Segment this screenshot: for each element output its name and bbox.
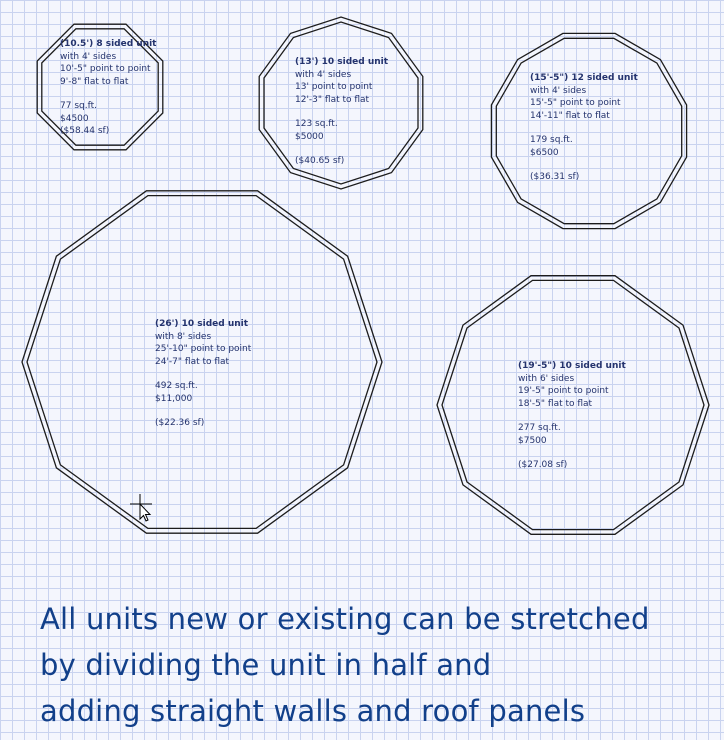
unit-title: (10.5') 8 sided unit (60, 39, 157, 49)
unit-title: (15'-5") 12 sided unit (530, 73, 638, 83)
unit-side-length: with 4' sides (530, 85, 587, 96)
unit-price-per-sf: ($36.31 sf) (530, 172, 580, 182)
unit-price: $11,000 (155, 393, 193, 404)
unit-side-length: with 8' sides (155, 331, 212, 342)
unit-label-15-5 (530, 72, 638, 184)
unit-price-per-sf: ($27.08 sf) (518, 460, 568, 470)
unit-price: $7500 (518, 435, 547, 446)
unit-label-26 (155, 318, 251, 430)
unit-price-per-sf: ($58.44 sf) (60, 126, 110, 136)
unit-side-length: with 4' sides (60, 51, 117, 62)
caption-line-1: All units new or existing can be stretched (40, 602, 650, 636)
unit-area: 492 sq.ft. (155, 381, 198, 391)
unit-flat-to-flat: 18'-5" flat to flat (518, 398, 593, 409)
unit-side-length: with 4' sides (295, 69, 352, 80)
unit-flat-to-flat: 14'-11" flat to flat (530, 110, 610, 121)
crosshair-cursor-icon (128, 494, 158, 524)
unit-area: 123 sq.ft. (295, 119, 338, 129)
unit-title: (13') 10 sided unit (295, 57, 389, 67)
unit-side-length: with 6' sides (518, 373, 575, 384)
unit-label-10-5 (60, 38, 156, 138)
unit-price-per-sf: ($22.36 sf) (155, 418, 205, 428)
caption-line-2: by dividing the unit in half and (40, 648, 492, 682)
unit-point-to-point: 10'-5" point to point (60, 64, 151, 74)
unit-price: $6500 (530, 147, 559, 158)
unit-area: 179 sq.ft. (530, 135, 573, 145)
caption (40, 596, 720, 734)
unit-title: (26') 10 sided unit (155, 319, 249, 329)
caption-line-3: adding straight walls and roof panels (40, 694, 586, 728)
unit-label-13 (295, 56, 388, 168)
unit-price: $5000 (295, 131, 324, 142)
unit-label-19-5 (518, 360, 626, 472)
unit-title: (19'-5") 10 sided unit (518, 361, 626, 371)
unit-flat-to-flat: 9'-8" flat to flat (60, 76, 129, 87)
unit-price-per-sf: ($40.65 sf) (295, 156, 345, 166)
unit-area: 277 sq.ft. (518, 423, 561, 433)
unit-area: 77 sq.ft. (60, 101, 97, 111)
unit-point-to-point: 19'-5" point to point (518, 386, 609, 396)
unit-price: $4500 (60, 113, 89, 124)
unit-flat-to-flat: 12'-3" flat to flat (295, 94, 370, 105)
unit-point-to-point: 13' point to point (295, 82, 373, 92)
unit-point-to-point: 25'-10" point to point (155, 344, 252, 354)
unit-point-to-point: 15'-5" point to point (530, 98, 621, 108)
unit-flat-to-flat: 24'-7" flat to flat (155, 356, 230, 367)
